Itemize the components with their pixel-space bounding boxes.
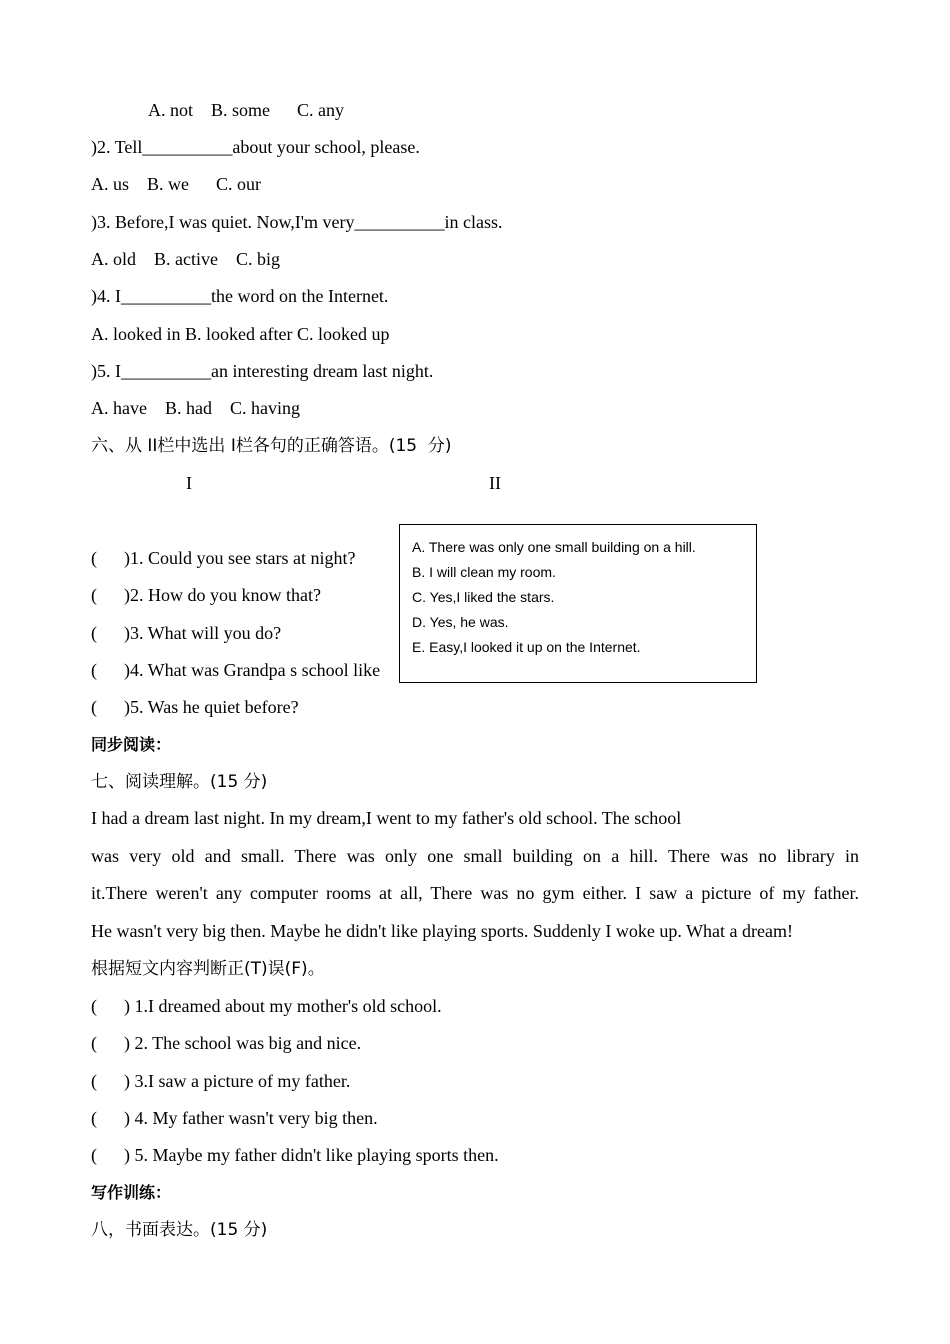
tf-statement: ( ) 5. Maybe my father didn't like playing sports then. [91, 1145, 499, 1165]
reading-passage [91, 800, 859, 950]
q3-options: A. old B. active C. big [91, 249, 280, 269]
q4-text: )4. I__________the word on the Internet. [91, 286, 389, 306]
passage-line: was very old and small. There was only one small building on a hill. There was no library in [91, 845, 859, 866]
match-question: ( )1. Could you see stars at night? [91, 548, 356, 568]
column-i-label: I [186, 473, 192, 493]
section6-title: 六、从 II栏中选出 I栏各句的正确答语。(15 分) [91, 436, 452, 456]
match-question: ( )4. What was Grandpa s school like [91, 660, 381, 680]
section7-title: 七、阅读理解。(15 分) [91, 772, 268, 792]
q3-text: )3. Before,I was quiet. Now,I'm very__________in class. [91, 212, 503, 232]
answer-option: A. There was only one small building on a hill. [412, 539, 696, 555]
q2-options: A. us B. we C. our [91, 174, 261, 194]
tf-statement: ( ) 2. The school was big and nice. [91, 1033, 362, 1053]
tf-statement: ( ) 3.I saw a picture of my father. [91, 1071, 351, 1091]
match-question: ( )3. What will you do? [91, 623, 282, 643]
q1-options: A. not B. some C. any [148, 100, 344, 120]
q5-options: A. have B. had C. having [91, 398, 300, 418]
answer-option: B. I will clean my room. [412, 564, 556, 580]
match-question: ( )2. How do you know that? [91, 585, 321, 605]
match-question: ( )5. Was he quiet before? [91, 697, 299, 717]
section8-title: 八，书面表达。(15 分) [91, 1220, 268, 1240]
writing-heading: 写作训练： [91, 1183, 172, 1202]
passage-line: it.There weren't any computer rooms at all, There was no gym either. I saw a picture of my father. [91, 883, 859, 903]
q5-text: )5. I__________an interesting dream last night. [91, 361, 434, 381]
passage-line: I had a dream last night. In my dream,I went to my father's old school. The school [91, 808, 682, 828]
tf-statement: ( ) 1.I dreamed about my mother's old school. [91, 996, 442, 1016]
answer-options-box [399, 524, 757, 683]
q2-text: )2. Tell__________about your school, please. [91, 137, 420, 157]
answer-option: E. Easy,I looked it up on the Internet. [412, 639, 641, 655]
tf-instruction: 根据短文内容判断正(T)误(F)。 [91, 959, 325, 979]
answer-option: C. Yes,I liked the stars. [412, 589, 555, 605]
passage-line: He wasn't very big then. Maybe he didn't like playing sports. Suddenly I woke up. What a dream! [91, 920, 793, 941]
column-ii-label: II [489, 473, 501, 493]
answer-option: D. Yes, he was. [412, 614, 509, 630]
q4-options: A. looked in B. looked after C. looked up [91, 324, 390, 344]
tf-statement: ( ) 4. My father wasn't very big then. [91, 1108, 378, 1128]
reading-heading: 同步阅读： [91, 735, 172, 754]
